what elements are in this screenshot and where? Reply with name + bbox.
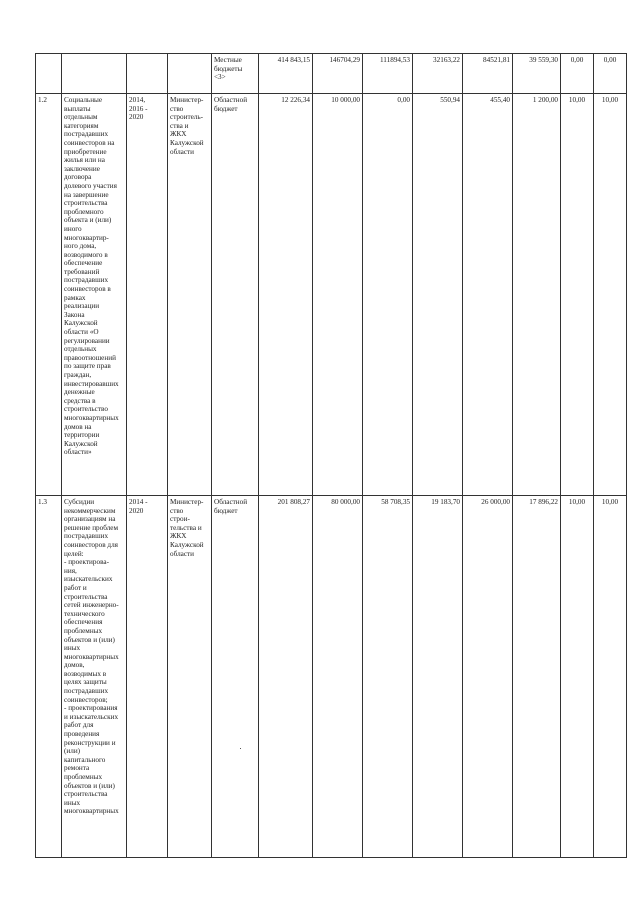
value-cell: 19 183,70 [413, 496, 463, 858]
value-cell: 10,00 [594, 496, 627, 858]
activity-name: Субсидии некоммерческим организациям на решение проблем пострадавших соинвесторов для целей: - проектирова- ния, изыскательских работ и строительства сетей инженерно- технического обеспечения проблемных объектов и (или) иных многоквартирных домов, возводимых в целях защиты пострадавших соинвесторов; - проектирования и изыскательских работ для проведения реконструкции и (или) капитального ремонта проблемных объектов и (или) строительства иных многоквартирных [62, 496, 127, 858]
value-cell: 0,00 [363, 94, 413, 496]
value-cell: 17 896,22 [513, 496, 561, 858]
value-cell: 0,00 [594, 54, 627, 94]
value-cell: 1 200,00 [513, 94, 561, 496]
activity-name [62, 54, 127, 94]
years [127, 54, 168, 94]
executor [168, 54, 212, 94]
value-cell: 10,00 [594, 94, 627, 496]
value-cell: 201 808,27 [259, 496, 313, 858]
funding-source: Областной бюджет [212, 94, 259, 496]
row-number [36, 54, 62, 94]
value-cell: 12 226,34 [259, 94, 313, 496]
row-number: 1.3 [36, 496, 62, 858]
table-row [36, 496, 627, 858]
executor: Министер- ство строитель- ства и ЖКХ Калужской области [168, 94, 212, 496]
value-cell: 26 000,00 [463, 496, 513, 858]
row-number: 1.2 [36, 94, 62, 496]
table-row [36, 54, 627, 94]
value-cell: 10 000,00 [313, 94, 363, 496]
value-cell: 10,00 [561, 496, 594, 858]
funding-source: Местные бюджеты <3> [212, 54, 259, 94]
table-row [36, 94, 627, 496]
years: 2014, 2016 - 2020 [127, 94, 168, 496]
value-cell: 39 559,30 [513, 54, 561, 94]
value-cell: 84521,81 [463, 54, 513, 94]
value-cell: 111894,53 [363, 54, 413, 94]
value-cell: 414 843,15 [259, 54, 313, 94]
value-cell: 32163,22 [413, 54, 463, 94]
funding-source: Областной бюджет [212, 496, 259, 858]
budget-table [35, 53, 627, 858]
scan-speck [240, 748, 241, 749]
value-cell: 10,00 [561, 94, 594, 496]
value-cell: 80 000,00 [313, 496, 363, 858]
value-cell: 455,40 [463, 94, 513, 496]
value-cell: 550,94 [413, 94, 463, 496]
value-cell: 146704,29 [313, 54, 363, 94]
activity-name: Социальные выплаты отдельным категориям пострадавших соинвесторов на приобретение жилья или на заключение договора долевого участия на завершение строительства проблемного объекта и (или) иного многоквартир- ного дома, возводимого в обеспечение требований пострадавших соинвесторов в рамках реализации Закона Калужской области «О регулировании отдельных правоотношений по защите прав граждан, инвестировавших денежные средства в строительство многоквартирных домов на территории Калужской области» [62, 94, 127, 496]
executor: Министер- ство строи- тельства и ЖКХ Калужской области [168, 496, 212, 858]
value-cell: 58 708,35 [363, 496, 413, 858]
years: 2014 - 2020 [127, 496, 168, 858]
value-cell: 0,00 [561, 54, 594, 94]
